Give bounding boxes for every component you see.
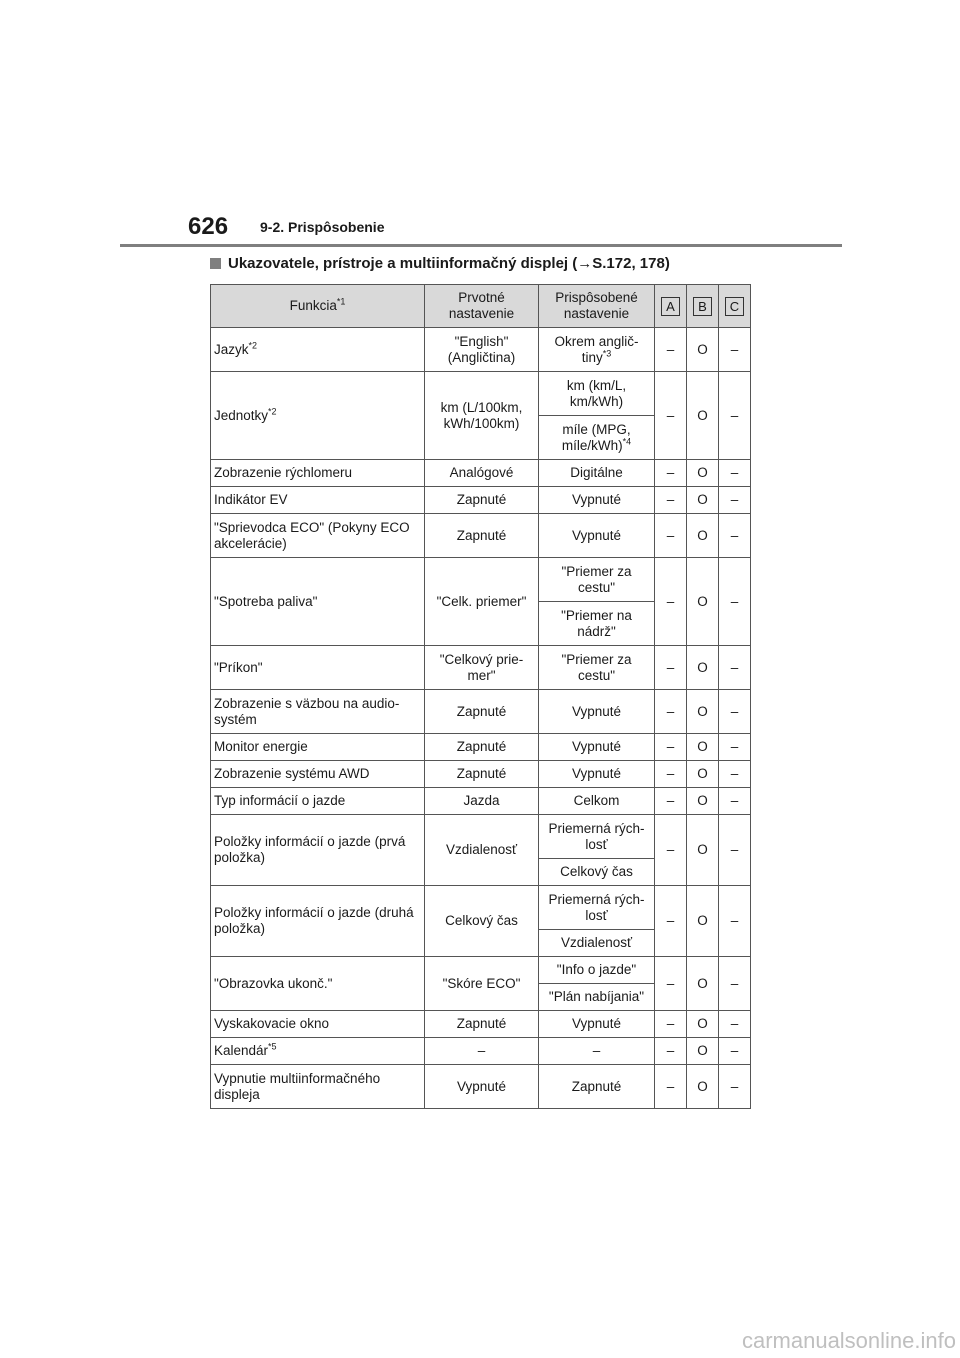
cell-default: Zapnuté <box>425 1011 539 1038</box>
table-row <box>211 1065 751 1109</box>
cell-c: – <box>719 328 751 372</box>
cell-custom: "Priemer za cestu" <box>539 646 655 690</box>
table-row <box>211 788 751 815</box>
cell-custom: Digitálne <box>539 460 655 487</box>
header-custom: Prispôsobené nastavenie <box>539 285 655 328</box>
cell-b: O <box>687 487 719 514</box>
header-b: B <box>687 285 719 328</box>
cell-custom: Vypnuté <box>539 487 655 514</box>
cell-function: Vyskakovacie okno <box>211 1011 425 1038</box>
cell-default: Vypnuté <box>425 1065 539 1109</box>
cell-a: – <box>655 761 687 788</box>
table-row <box>211 514 751 558</box>
cell-c: – <box>719 886 751 957</box>
header-c: C <box>719 285 751 328</box>
cell-a: – <box>655 558 687 646</box>
cell-default: – <box>425 1038 539 1065</box>
header-divider <box>120 244 842 247</box>
cell-b: O <box>687 734 719 761</box>
cell-b: O <box>687 788 719 815</box>
cell-function: Jazyk$^{*2}$ <box>211 328 425 372</box>
cell-default: Celkový čas <box>425 886 539 957</box>
cell-function: Indikátor EV <box>211 487 425 514</box>
cell-function: Zobrazenie systému AWD <box>211 761 425 788</box>
cell-default: Zapnuté <box>425 761 539 788</box>
cell-function: Položky informácií o jazde (druhá položka) <box>211 886 425 957</box>
cell-custom: – <box>539 1038 655 1065</box>
section-title: 9-2. Prispôsobenie <box>260 219 385 235</box>
page-number: 626 <box>188 213 229 240</box>
cell-b: O <box>687 690 719 734</box>
header-a: A <box>655 285 687 328</box>
cell-default: Vzdialenosť <box>425 815 539 886</box>
cell-a: – <box>655 328 687 372</box>
table-row <box>211 761 751 788</box>
cell-function: "Spotreba paliva" <box>211 558 425 646</box>
cell-function: "Sprievodca ECO" (Pokyny ECO akcelerácie) <box>211 514 425 558</box>
watermark: carmanualsonline.info <box>741 1328 956 1353</box>
cell-default: "Skóre ECO" <box>425 957 539 1011</box>
cell-custom: Okrem anglič-tiny$^{*3}$ <box>539 328 655 372</box>
table-row <box>211 734 751 761</box>
table-header-row <box>211 285 751 328</box>
cell-b: O <box>687 328 719 372</box>
cell-custom: Celkový čas <box>539 859 655 886</box>
cell-default: "English" (Angličtina) <box>425 328 539 372</box>
cell-a: – <box>655 957 687 1011</box>
cell-c: – <box>719 788 751 815</box>
cell-custom: "Priemer na nádrž" <box>539 602 655 646</box>
cell-a: – <box>655 1011 687 1038</box>
cell-default: "Celk. priemer" <box>425 558 539 646</box>
cell-custom: Vypnuté <box>539 690 655 734</box>
cell-custom: míle (MPG, míle/kWh)$^{*4}$ <box>539 416 655 460</box>
cell-default: Zapnuté <box>425 734 539 761</box>
cell-a: – <box>655 734 687 761</box>
cell-a: – <box>655 372 687 460</box>
cell-default: Zapnuté <box>425 487 539 514</box>
cell-default: Zapnuté <box>425 514 539 558</box>
subheading <box>210 255 670 272</box>
settings-table <box>210 284 751 1109</box>
cell-function: Zobrazenie s väzbou na audio-systém <box>211 690 425 734</box>
table-row <box>211 690 751 734</box>
cell-b: O <box>687 558 719 646</box>
cell-c: – <box>719 1011 751 1038</box>
cell-b: O <box>687 1038 719 1065</box>
header-function: Funkcia$^{*1}$ <box>211 285 425 328</box>
cell-custom: "Plán nabíjania" <box>539 984 655 1011</box>
cell-function: Kalendár$^{*5}$ <box>211 1038 425 1065</box>
table-row <box>211 558 751 602</box>
cell-b: O <box>687 1065 719 1109</box>
cell-custom: Priemerná rých-losť <box>539 886 655 930</box>
cell-custom: Celkom <box>539 788 655 815</box>
cell-a: – <box>655 460 687 487</box>
square-bullet-icon <box>210 258 221 269</box>
cell-a: – <box>655 788 687 815</box>
cell-function: Monitor energie <box>211 734 425 761</box>
cell-b: O <box>687 646 719 690</box>
cell-function: Položky informácií o jazde (prvá položka) <box>211 815 425 886</box>
cell-c: – <box>719 761 751 788</box>
cell-default: Zapnuté <box>425 690 539 734</box>
cell-custom: Zapnuté <box>539 1065 655 1109</box>
cell-c: – <box>719 487 751 514</box>
table-row <box>211 372 751 416</box>
cell-b: O <box>687 514 719 558</box>
cell-b: O <box>687 1011 719 1038</box>
cell-c: – <box>719 734 751 761</box>
cell-function: "Príkon" <box>211 646 425 690</box>
cell-default: Analógové <box>425 460 539 487</box>
cell-a: – <box>655 514 687 558</box>
cell-function: Vypnutie multiinformačného displeja <box>211 1065 425 1109</box>
cell-b: O <box>687 761 719 788</box>
cell-b: O <box>687 460 719 487</box>
cell-b: O <box>687 372 719 460</box>
cell-c: – <box>719 514 751 558</box>
cell-custom: km (km/L, km/kWh) <box>539 372 655 416</box>
cell-c: – <box>719 558 751 646</box>
table-row <box>211 487 751 514</box>
cell-custom: Vzdialenosť <box>539 930 655 957</box>
table-row <box>211 957 751 984</box>
cell-c: – <box>719 1038 751 1065</box>
cell-default: "Celkový prie-mer" <box>425 646 539 690</box>
cell-default: km (L/100km, kWh/100km) <box>425 372 539 460</box>
cell-function: Jednotky$^{*2}$ <box>211 372 425 460</box>
header-default: Prvotné nastavenie <box>425 285 539 328</box>
cell-default: Jazda <box>425 788 539 815</box>
cell-custom: Vypnuté <box>539 734 655 761</box>
cell-c: – <box>719 690 751 734</box>
cell-a: – <box>655 815 687 886</box>
cell-a: – <box>655 1038 687 1065</box>
cell-custom: Vypnuté <box>539 761 655 788</box>
cell-c: – <box>719 815 751 886</box>
table-row <box>211 886 751 930</box>
cell-function: "Obrazovka ukonč." <box>211 957 425 1011</box>
cell-a: – <box>655 886 687 957</box>
table-row <box>211 460 751 487</box>
table-row <box>211 328 751 372</box>
cell-b: O <box>687 815 719 886</box>
subheading-text: Ukazovatele, prístroje a multiinformačný displej (→S.172, 178) <box>228 255 670 272</box>
cell-function: Zobrazenie rýchlomeru <box>211 460 425 487</box>
cell-function: Typ informácií o jazde <box>211 788 425 815</box>
cell-custom: "Info o jazde" <box>539 957 655 984</box>
cell-b: O <box>687 886 719 957</box>
table-body <box>211 328 751 1109</box>
cell-custom: Priemerná rých-losť <box>539 815 655 859</box>
table-row <box>211 815 751 859</box>
cell-custom: "Priemer za cestu" <box>539 558 655 602</box>
table-row <box>211 1038 751 1065</box>
cell-c: – <box>719 646 751 690</box>
table-row <box>211 646 751 690</box>
cell-custom: Vypnuté <box>539 514 655 558</box>
cell-a: – <box>655 690 687 734</box>
cell-c: – <box>719 957 751 1011</box>
table-row <box>211 1011 751 1038</box>
cell-a: – <box>655 487 687 514</box>
cell-c: – <box>719 1065 751 1109</box>
cell-c: – <box>719 372 751 460</box>
cell-c: – <box>719 460 751 487</box>
cell-a: – <box>655 1065 687 1109</box>
cell-b: O <box>687 957 719 1011</box>
cell-custom: Vypnuté <box>539 1011 655 1038</box>
cell-a: – <box>655 646 687 690</box>
